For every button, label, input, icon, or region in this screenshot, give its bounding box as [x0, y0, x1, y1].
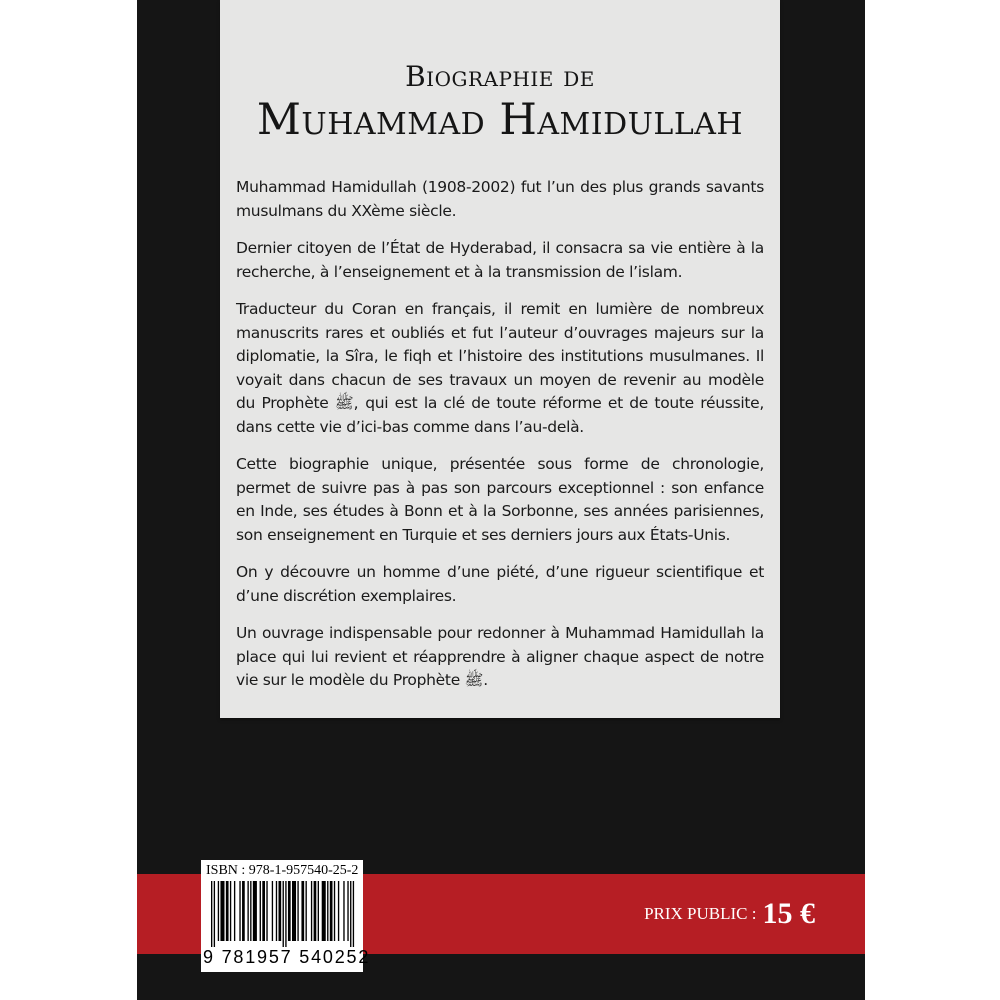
blurb-paragraph: Traducteur du Coran en français, il remit en lumière de nombreux manuscrits rares et oubliés et fut l’auteur d’ouvrages majeurs sur la diplomatie, la Sîra, le fiqh et l’histoire des institutions musulmanes. Il voyait dans chacun de ses travaux un moyen de revenir au modèle du Prophète ﷺ, qui est la clé de toute réforme et de toute réussite, dans cette vie d’ici-bas comme dans l’au-delà.	[236, 300, 764, 436]
ean-digits: 9 781957 540252	[203, 947, 371, 967]
cover-title: Muhammad Hamidullah	[256, 95, 744, 145]
blurb-paragraph: Muhammad Hamidullah (1908-2002) fut l’un des plus grands savants musulmans du XXème siècle.	[236, 178, 764, 220]
barcode-icon	[211, 881, 355, 947]
text-panel	[220, 0, 780, 718]
price-value: 15 €	[762, 897, 815, 930]
blurb-paragraph: Dernier citoyen de l’État de Hyderabad, il consacra sa vie entière à la recherche, à l’enseignement et à la transmission de l’islam.	[236, 239, 764, 281]
book-back-cover	[137, 0, 865, 1000]
isbn-label: ISBN : 978-1-957540-25-2	[206, 863, 359, 878]
blurb-paragraph: Un ouvrage indispensable pour redonner à Muhammad Hamidullah la place qui lui revient et réapprendre à aligner chaque aspect de notre vie sur le modèle du Prophète ﷺ.	[236, 624, 764, 689]
blurb	[236, 176, 764, 707]
price-tag	[644, 874, 815, 954]
barcode-box	[201, 860, 371, 972]
cover-subtitle: Biographie de	[405, 60, 595, 93]
blurb-paragraph: On y découvre un homme d’une piété, d’une rigueur scientifique et d’une discrétion exemplaires.	[236, 563, 764, 605]
price-label: PRIX PUBLIC :	[644, 904, 757, 923]
blurb-paragraph: Cette biographie unique, présentée sous forme de chronologie, permet de suivre pas à pas son parcours exceptionnel : son enfance en Inde, ses études à Bonn et à la Sorbonne, ses années parisiennes, son enseignement en Turquie et ses derniers jours aux États-Unis.	[236, 455, 764, 544]
